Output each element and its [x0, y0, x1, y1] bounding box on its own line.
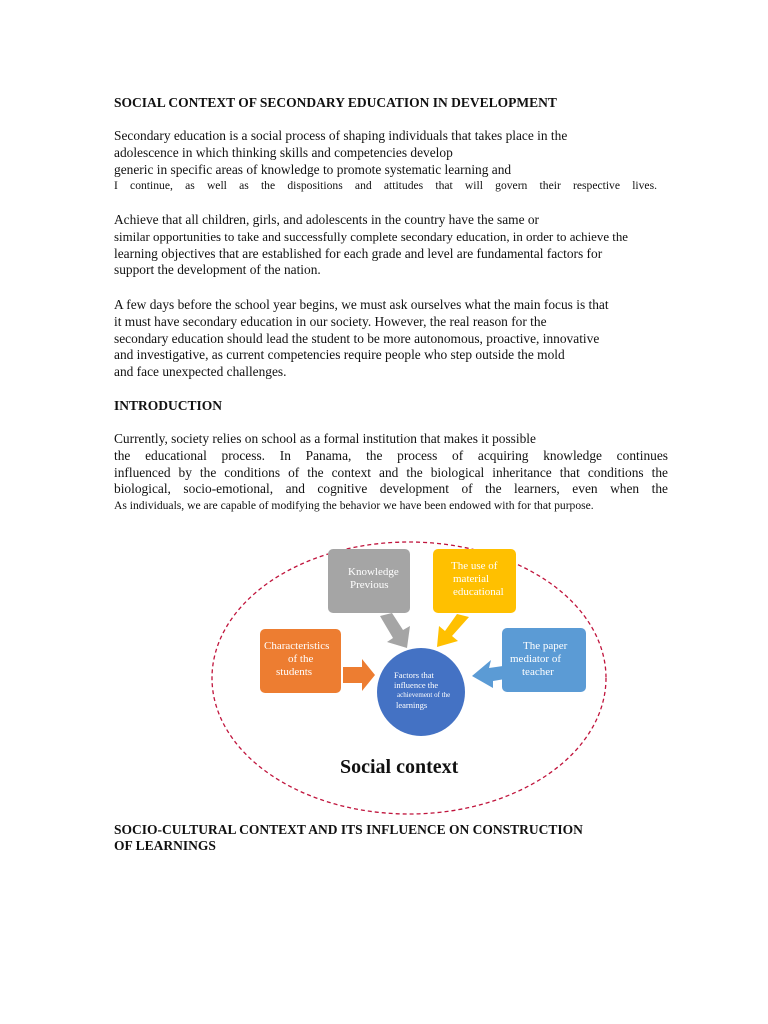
box-text: students	[276, 666, 313, 678]
circle-text: learnings	[396, 700, 428, 710]
text-line: Achieve that all children, girls, and adolescents in the country have the same or	[114, 212, 540, 227]
text-line: secondary education should lead the student to be more autonomous, proactive, innovative	[114, 330, 600, 346]
text-line: Currently, society relies on school as a formal institution that makes it possible	[114, 431, 536, 446]
text-line: learning objectives that are established for each grade and level are fundamental factors for	[114, 245, 603, 261]
box-text: Previous	[350, 579, 389, 591]
box-text: teacher	[522, 666, 554, 678]
box-text: educational	[453, 586, 504, 598]
text-line: and face unexpected challenges.	[114, 364, 287, 380]
arrow-knowledge	[380, 613, 410, 648]
text-line: A few days before the school year begins, we must ask ourselves what the main focus is that	[114, 297, 609, 312]
text-line: support the development of the nation.	[114, 262, 321, 278]
text-line: and investigative, as current competencies require people who step outside the mold	[114, 347, 565, 363]
box-text: The use of	[451, 560, 498, 572]
text-line: Secondary education is a social process of shaping individuals that takes place in the	[114, 128, 568, 143]
box-text: of the	[288, 653, 314, 665]
paragraph-opportunities	[114, 212, 678, 279]
paragraph-introduction	[114, 431, 668, 515]
heading-line: SOCIO-CULTURAL CONTEXT AND ITS INFLUENCE ON CONSTRUCTION	[114, 822, 583, 837]
circle-text: Factors that	[394, 670, 434, 680]
arrow-characteristics	[343, 659, 375, 691]
box-text: Characteristics	[264, 640, 330, 652]
paragraph-school-year	[114, 297, 678, 381]
text-line: generic in specific areas of knowledge to promote systematic learning and	[114, 161, 512, 177]
center-factors-circle	[377, 648, 465, 736]
box-text: mediator of	[510, 653, 562, 665]
section-title: SOCIAL CONTEXT OF SECONDARY EDUCATION IN DEVELOPMENT	[114, 95, 557, 110]
text-line: similar opportunities to take and successfully complete secondary education, in order to achieve the	[114, 229, 629, 244]
text-line: adolescence in which thinking skills and competencies develop	[114, 144, 453, 160]
circle-text: achievement of the	[397, 691, 451, 699]
knowledge-previous-box	[328, 549, 410, 613]
social-context-label: Social context	[340, 756, 459, 778]
box-text: Knowledge	[348, 566, 399, 578]
box-text: material	[453, 573, 490, 585]
text-line: I continue, as well as the dispositions and attitudes that will govern their respective lives.	[114, 179, 657, 193]
text-line: influenced by the conditions of the context and the biological inheritance that conditions the	[114, 464, 668, 480]
arrow-material	[437, 614, 469, 647]
characteristics-students-box	[260, 629, 341, 693]
text-line: As individuals, we are capable of modifying the behavior we have been endowed with for that purpose.	[114, 499, 594, 513]
paper-mediator-box	[502, 628, 586, 692]
heading-line: OF LEARNINGS	[114, 838, 216, 853]
section-title-sociocultural	[114, 822, 654, 854]
text-line: biological, socio-emotional, and cognitive development of the learners, even when the	[114, 481, 668, 497]
arrow-paper	[472, 660, 505, 688]
material-educational-box	[433, 549, 516, 613]
text-line: the educational process. In Panama, the process of acquiring knowledge continues	[114, 447, 668, 463]
box-text: The paper	[523, 640, 568, 652]
introduction-title: INTRODUCTION	[114, 398, 223, 413]
circle-text: influence the	[394, 680, 439, 690]
social-context-diagram	[205, 530, 625, 820]
paragraph-secondary-education	[114, 128, 678, 195]
text-line: it must have secondary education in our society. However, the real reason for the	[114, 313, 547, 329]
